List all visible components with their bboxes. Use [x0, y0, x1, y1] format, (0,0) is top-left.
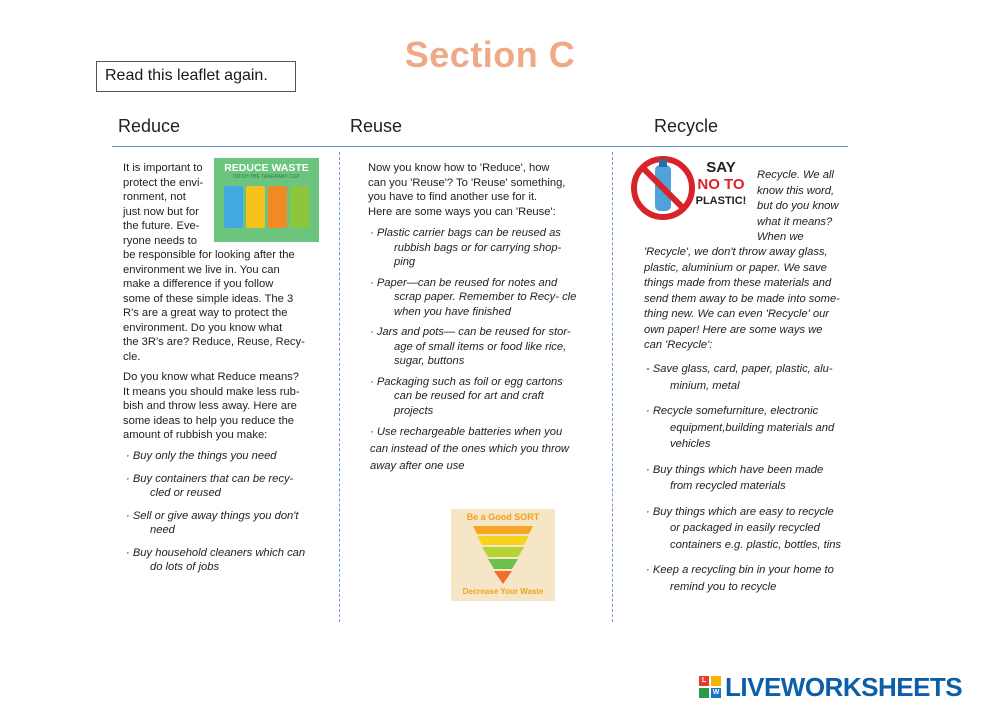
- recycle-intro: [644, 245, 854, 354]
- reduce-image-title: REDUCE WASTE: [224, 162, 309, 174]
- text-line: Recycle. We all: [757, 169, 834, 181]
- text-line: but do you know: [757, 200, 839, 212]
- logo-square: [698, 687, 710, 699]
- no-plastic-line2: NO TO: [697, 176, 745, 193]
- text-line: own paper! Here are some ways we: [644, 323, 823, 336]
- bin-icon: [290, 186, 309, 228]
- text-line: protect the envi-: [123, 176, 204, 189]
- reduce-question: [123, 370, 323, 443]
- text-line: 'Recycle', we don't throw away glass,: [644, 246, 828, 258]
- reduce-waste-image: [214, 158, 319, 242]
- list-item: · Paper—can be reused for notes and scrap paper. Remember to Recy- cle when you have finished: [370, 276, 577, 318]
- text-line: ronment, not: [123, 191, 186, 203]
- list-item: · Buy containers that can be recy- cled or reused: [126, 472, 294, 499]
- column-divider: [612, 152, 613, 622]
- heading-recycle: Recycle: [654, 116, 719, 136]
- text-line: environment we live in. You can: [123, 263, 280, 276]
- bin-icon: [268, 186, 287, 228]
- reduce-intro-top: [123, 161, 218, 248]
- no-plastic-line1: SAY: [706, 159, 736, 176]
- text-line: what it means?: [757, 215, 833, 228]
- bins-graphic: [218, 186, 315, 228]
- pyramid-top-text: Be a Good SORT: [466, 512, 540, 522]
- text-line: Now you know how to 'Reduce', how: [368, 162, 550, 174]
- text-line: be responsible for looking after the: [123, 249, 295, 261]
- recycle-side-text: [757, 168, 852, 246]
- text-line: things made from these materials and: [644, 277, 832, 289]
- text-line: thing new. We can even 'Recycle' our: [644, 308, 830, 320]
- text-line: the 3R's are? Reduce, Reuse, Recy-: [123, 336, 305, 348]
- text-line: you have to find another use for it.: [368, 191, 538, 203]
- list-item: · Buy things which are easy to recycle or packaged in easily recycled containers e.g. plastic, bottles, tins: [646, 505, 842, 551]
- column-divider: [339, 152, 340, 622]
- no-plastic-line3: PLASTIC!: [695, 195, 747, 207]
- list-item: · Keep a recycling bin in your home to remind you to recycle: [646, 564, 834, 593]
- logo-square: [710, 675, 722, 687]
- text-line: When we: [757, 231, 804, 243]
- text-line: the future. Eve-: [123, 220, 200, 232]
- list-item: - Save glass, card, paper, plastic, alu- minium, metal: [646, 363, 833, 392]
- text-line: make a difference if you follow: [123, 278, 274, 290]
- list-item: · Use rechargeable batteries when you can instead of the ones which you throw away after one use: [370, 426, 570, 472]
- text-line: bish and throw less away. Here are: [123, 400, 297, 412]
- reuse-intro: [368, 161, 583, 219]
- text-line: cle.: [123, 350, 141, 363]
- list-item: · Packaging such as foil or egg cartons can be reused for art and craft projects: [370, 375, 563, 417]
- text-line: can 'Recycle':: [644, 339, 713, 351]
- list-item: · Buy household cleaners which can do lots of jobs: [126, 546, 306, 573]
- text-line: can you 'Reuse'? To 'Reuse' something,: [368, 176, 566, 189]
- reduce-bullets: [126, 449, 311, 575]
- bin-icon: [246, 186, 265, 228]
- text-line: Do you know what Reduce means?: [123, 371, 299, 383]
- liveworksheets-logo[interactable]: [698, 672, 962, 702]
- recycle-bullets: [646, 361, 846, 595]
- logo-square: L: [698, 675, 710, 687]
- text-line: know this word,: [757, 184, 835, 197]
- text-line: Here are some ways you can 'Reuse':: [368, 205, 556, 218]
- text-line: some ideas to help you reduce the: [123, 414, 295, 427]
- text-line: environment. Do you know what: [123, 321, 283, 334]
- text-line: It is important to: [123, 162, 203, 174]
- pyramid-bottom-text: Decrease Your Waste: [462, 587, 544, 596]
- logo-mark-icon: [698, 675, 722, 699]
- list-item: · Jars and pots— can be reused for stor- age of small items or food like rice, sugar, buttons: [370, 326, 571, 367]
- list-item: · Plastic carrier bags can be reused as rubbish bags or for carrying shop- ping: [370, 227, 562, 268]
- text-line: amount of rubbish you make:: [123, 429, 268, 441]
- reuse-bullets: [370, 226, 578, 475]
- logo-square: W: [710, 687, 722, 699]
- be-a-good-sort-image: [451, 509, 555, 601]
- text-line: It means you should make less rub-: [123, 385, 300, 398]
- text-line: R's are a great way to protect the: [123, 307, 288, 319]
- brand-name: LIVEWORKSHEETS: [725, 671, 963, 702]
- text-line: some of these simple ideas. The 3: [123, 292, 294, 305]
- list-item: · Sell or give away things you don't need: [126, 509, 299, 536]
- list-item: · Recycle somefurniture, electronic equipment,building materials and vehicles: [646, 405, 835, 450]
- text-line: ryone needs to: [123, 234, 198, 247]
- reduce-intro-bottom: [123, 248, 323, 364]
- instruction-box: Read this leaflet again.: [96, 61, 296, 92]
- list-item: · Buy things which have been made from recycled materials: [646, 463, 824, 492]
- heading-reduce: Reduce: [118, 116, 181, 136]
- list-item: · Buy only the things you need: [126, 450, 277, 462]
- section-title: Section C: [404, 34, 576, 75]
- heading-reuse: Reuse: [350, 116, 403, 136]
- reduce-image-subtitle: DITCH THE TAKEAWAY CUP: [233, 174, 300, 180]
- header-rule: [112, 146, 848, 147]
- bin-icon: [224, 186, 243, 228]
- text-line: just now but for: [123, 205, 199, 218]
- text-line: plastic, aluminium or paper. We save: [644, 261, 827, 274]
- text-line: send them away to be made into some-: [644, 292, 840, 305]
- say-no-to-plastic-image: [630, 153, 748, 223]
